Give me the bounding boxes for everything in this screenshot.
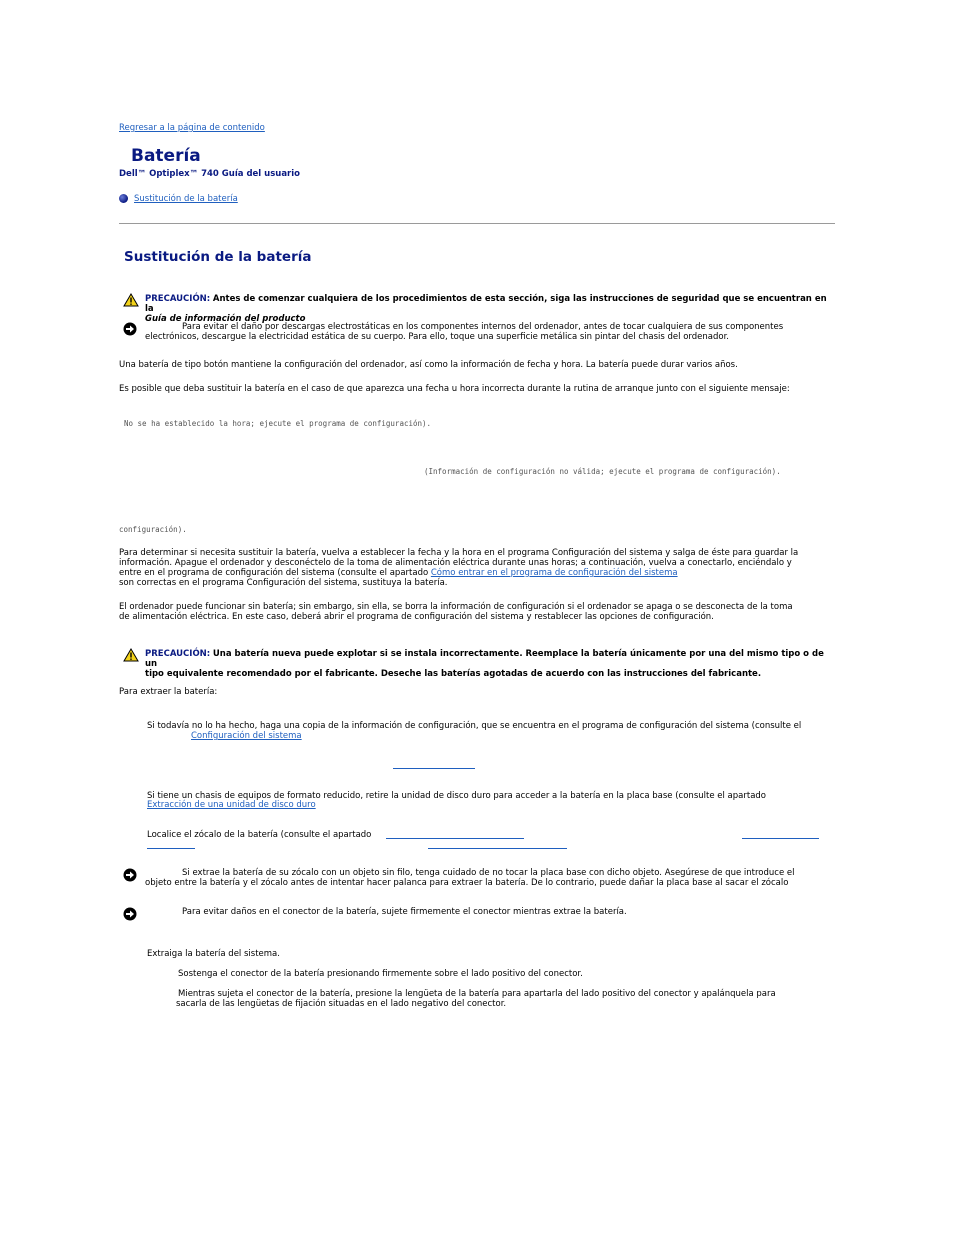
divider	[119, 223, 835, 224]
caution-text: Antes de comenzar cualquiera de los procedimientos de esta sección, siga las instrucciones de seguridad que se encuentran en la	[145, 294, 827, 314]
notice-1-line-2: electrónicos, descargue la electricidad estática de su cuerpo. Para ello, toque una superficie metálica sin pintar del chasis del ordenador.	[145, 332, 730, 342]
warning-triangle-icon	[123, 648, 139, 662]
paragraph-3-text: entre en el programa de configuración del sistema (consulte el apartado	[119, 568, 429, 578]
paragraph-4-line-1: El ordenador puede funcionar sin batería; sin embargo, sin ella, se borra la información de configuración si el ordenador se apaga o se desconecta de la toma	[119, 602, 793, 612]
notice-2-line-2: objeto entre la batería y el zócalo antes de intentar hacer palanca para extraer la batería. De lo contrario, puede dañar la placa base al sacar el zócalo	[145, 878, 789, 888]
page-title: Batería	[131, 146, 201, 166]
caution-text-italic: Guía de información del producto	[145, 314, 306, 324]
error-message-3: configuración).	[119, 525, 187, 534]
toc-link-replace-battery[interactable]: Sustitución de la batería	[134, 194, 238, 204]
back-to-contents-link[interactable]: Regresar a la página de contenido	[119, 123, 265, 133]
section-title: Sustitución de la batería	[124, 249, 312, 265]
empty-link-underline[interactable]	[386, 838, 524, 839]
paragraph-3-line-2: información. Apague el ordenador y desconéctelo de la toma de alimentación eléctrica durante unas horas; a continuación, vuelva a conectarlo, enciéndalo y	[119, 558, 792, 568]
empty-link-underline[interactable]	[742, 838, 819, 839]
paragraph-2: Es posible que deba sustituir la batería en el caso de que aparezca una fecha u hora incorrecta durante la rutina de arranque junto con el siguiente mensaje:	[119, 384, 790, 394]
caution-1	[145, 294, 835, 324]
notice-1-line-1: Para evitar el daño por descargas electrostáticas en los componentes internos del ordenador, antes de tocar cualquiera de sus componentes	[182, 322, 784, 332]
caution-2	[145, 649, 835, 679]
notice-arrow-icon	[123, 907, 137, 921]
bullet-icon	[119, 194, 128, 203]
paragraph-1: Una batería de tipo botón mantiene la configuración del ordenador, así como la información de fecha y hora. La batería puede durar varios años.	[119, 360, 738, 370]
remove-hard-drive-link[interactable]: Extracción de una unidad de disco duro	[147, 800, 316, 810]
step-4-sub-2-line-1: Mientras sujeta el conector de la batería, presione la lengüeta de la batería para apartarla del lado positivo del conector y apalánquela para	[178, 989, 776, 999]
paragraph-3-line-4: son correctas en el programa Configuración del sistema, sustituya la batería.	[119, 578, 448, 588]
error-message-2: (Información de configuración no válida; ejecute el programa de configuración).	[424, 467, 781, 476]
enter-setup-link[interactable]: Cómo entrar en el programa de configuración del sistema	[430, 568, 678, 578]
warning-triangle-icon	[123, 293, 139, 307]
step-4-sub-2-line-2: sacarla de las lengüetas de fijación situadas en el lado negativo del conector.	[176, 999, 507, 1009]
page-subtitle: Dell™ Optiplex™ 740 Guía del usuario	[119, 169, 301, 179]
caution-2-line-1: Una batería nueva puede explotar si se instala incorrectamente. Reemplace la batería únicamente por una del mismo tipo o de un	[145, 649, 824, 669]
step-2-text: Si tiene un chasis de equipos de formato reducido, retire la unidad de disco duro para acceder a la batería en la placa base (consulte el apartado	[147, 791, 766, 801]
empty-link-underline[interactable]	[147, 848, 195, 849]
step-4-text: Extraiga la batería del sistema.	[147, 949, 280, 959]
empty-link-underline[interactable]	[428, 848, 567, 849]
caution-label: PRECAUCIÓN:	[145, 294, 211, 304]
notice-2-line-1: Si extrae la batería de su zócalo con un objeto sin filo, tenga cuidado de no tocar la placa base con dicho objeto. Asegúrese de que introduce el	[182, 868, 795, 878]
caution-label: PRECAUCIÓN:	[145, 649, 211, 659]
paragraph-5: Para extraer la batería:	[119, 687, 218, 697]
paragraph-3-line-3	[119, 568, 678, 578]
caution-2-line-2: tipo equivalente recomendado por el fabricante. Deseche las baterías agotadas de acuerdo con las instrucciones del fabricante.	[145, 669, 762, 679]
step-3-text: Localice el zócalo de la batería (consulte el apartado	[147, 830, 372, 840]
step-4-sub-1: Sostenga el conector de la batería presionando firmemente sobre el lado positivo del conector.	[178, 969, 583, 979]
error-message-1: No se ha establecido la hora; ejecute el programa de configuración).	[124, 419, 432, 428]
paragraph-3-line-1: Para determinar si necesita sustituir la batería, vuelva a establecer la fecha y la hora en el programa Configuración del sistema y salga de éste para guardar la	[119, 548, 799, 558]
notice-arrow-icon	[123, 868, 137, 882]
step-1-text: Si todavía no lo ha hecho, haga una copia de la información de configuración, que se encuentra en el programa de configuración del sistema (consulte el	[147, 721, 802, 731]
notice-3-text: Para evitar daños en el conector de la batería, sujete firmemente el conector mientras extrae la batería.	[182, 907, 627, 917]
system-setup-link[interactable]: Configuración del sistema	[191, 731, 302, 741]
notice-arrow-icon	[123, 322, 137, 336]
paragraph-4-line-2: de alimentación eléctrica. En este caso, deberá abrir el programa de configuración del sistema y restablecer las opciones de configuración.	[119, 612, 714, 622]
empty-link-underline[interactable]	[393, 768, 475, 769]
